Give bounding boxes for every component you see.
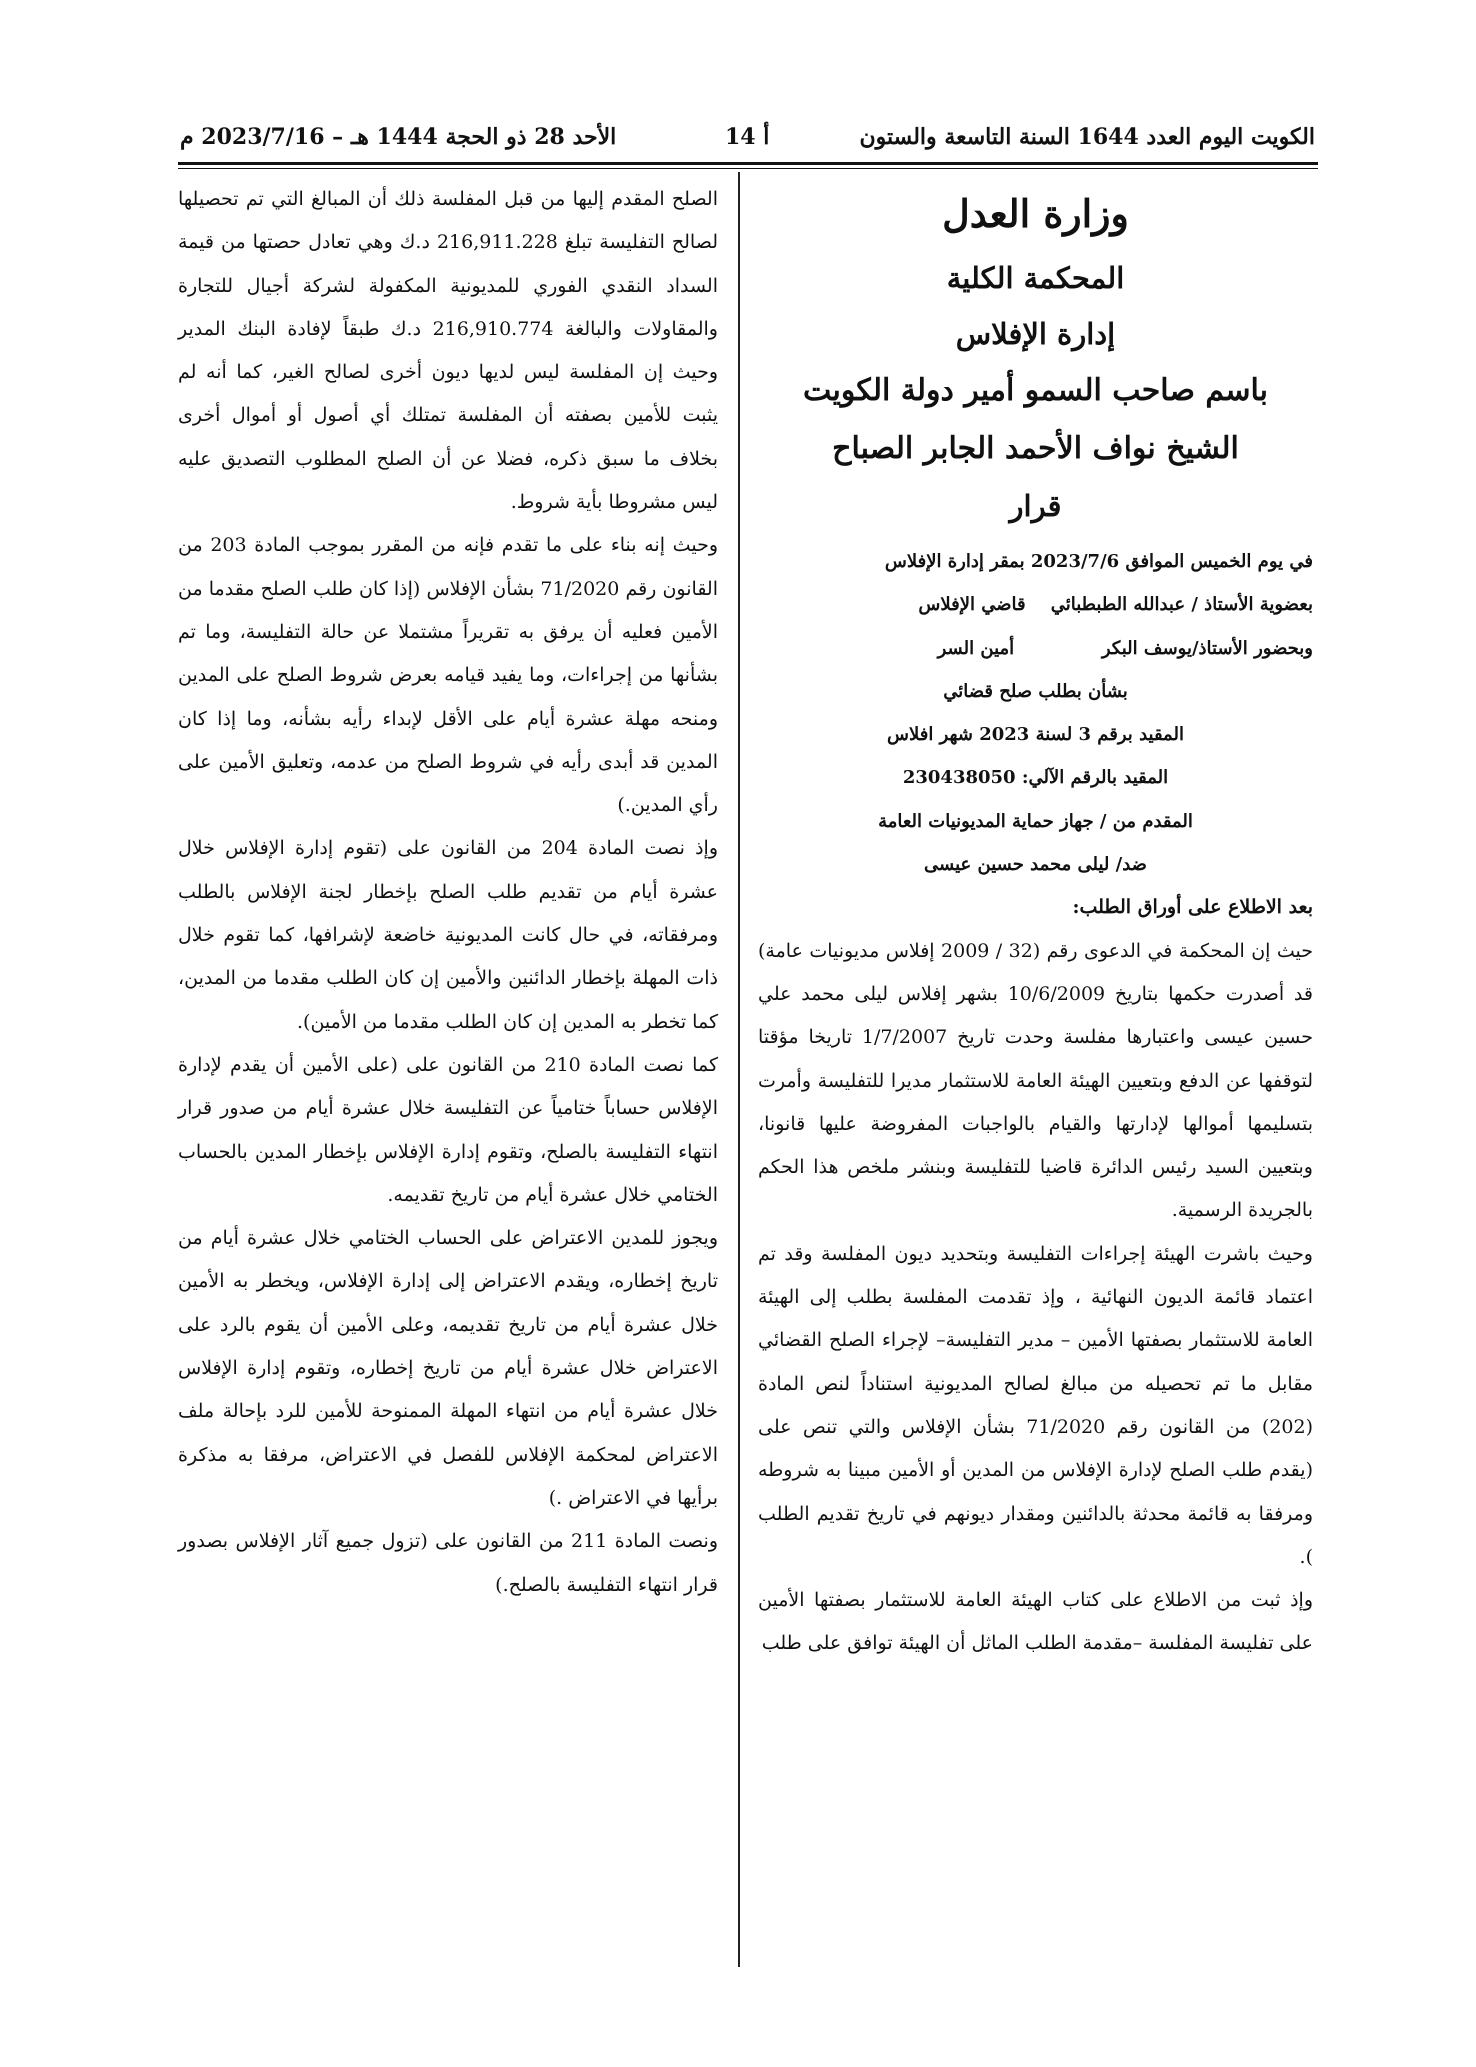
body-paragraph: ونصت المادة 211 من القانون على (تزول جميع آثار الإفلاس بصدور قرار انتهاء التفليسة بالصلح.) (178, 1530, 718, 1596)
decision-title: قرار (1009, 489, 1062, 523)
page-header (180, 118, 1315, 158)
department-title: إدارة الإفلاس (955, 317, 1116, 351)
page-number: أ 14 (725, 124, 770, 150)
emir-line-2: الشيخ نواف الأحمد الجابر الصباح (832, 431, 1239, 466)
body-paragraph: وإذ ثبت من الاطلاع على كتاب الهيئة العامة للاستثمار بصفتها الأمين على تفليسة المفلسة –مقدمة الطلب الماثل أن الهيئة توافق على طلب (758, 1589, 1313, 1655)
body-paragraph: وإذ نصت المادة 204 من القانون على (تقوم إدارة الإفلاس خلال عشرة أيام من تقديم طلب الصلح بإخطار لجنة الإفلاس بالطلب ومرفقاته، في حال كانت المديونية خاضعة لإشرافها، كما تقوم خلال ذات المهلة بإخطار الدائنين والأمين إن كان الطلب مقدما من المدين، كما تخطر به المدين إن كان الطلب مقدما من الأمين). (178, 837, 719, 1033)
body-paragraph: ويجوز للمدين الاعتراض على الحساب الختامي خلال عشرة أيام من تاريخ إخطاره، ويقدم الاعتراض إلى إدارة الإفلاس، ويخطر به الأمين خلال عشرة أيام من تاريخ تقديمه، وعلى الأمين أن يقوم بالرد على الاعتراض خلال عشرة أيام من تاريخ إخطاره، وتقوم إدارة الإفلاس خلال عشرة أيام من انتهاء المهلة الممنوحة للأمين للرد بإحالة ملف الاعتراض لمحكمة الإفلاس للفصل في الاعتراض، مرفقا به مذكرة برأيها في الاعتراض .) (178, 1227, 718, 1509)
decision-heading (758, 178, 1313, 534)
left-column (178, 178, 718, 1607)
meta-line: وبحضور الأستاذ/يوسف البكر أمين السر (937, 637, 1313, 659)
body-paragraph: وحيث إنه بناء على ما تقدم فإنه من المقرر بموجب المادة 203 من القانون رقم 71/2020 بشأن الإفلاس (إذا كان طلب الصلح مقدما من الأمين فعليه أن يرفق به تقريراً مشتملا عن حالة التفليسة، وما تم بشأنها من إجراءات، وما يفيد قيامه بعرض شروط الصلح على المدين ومنحه مهلة عشرة أيام على الأقل لإبداء رأيه بشأنه، وما إذا كان المدين قد أبدى رأيه في شروط الصلح من عدمه، وتعليق الأمين على رأي المدين.) (178, 534, 719, 817)
court-title: المحكمة الكلية (946, 261, 1125, 295)
body-paragraph: وحيث باشرت الهيئة إجراءات التفليسة وبتحديد ديون المفلسة وقد تم اعتماد قائمة الديون النهائية ، وإذ تقدمت المفلسة بطلب إلى الهيئة العامة للاستثمار بصفتها الأمين – مدير التفليسة– لإجراء الصلح القضائي مقابل ما تم تحصيله من مبالغ لصالح المديونية استناداً لنص المادة (202) من القانون رقم 71/2020 بشأن الإفلاس والتي تنص على (يقدم طلب الصلح لإدارة الإفلاس من المدين أو الأمين مبينا به شروطه ومرفقا به قائمة محدثة بالدائنين ومقدار ديونهم في تاريخ تقديم الطلب ). (758, 1242, 1314, 1568)
meta-line: ضد/ ليلى محمد حسين عيسى (924, 854, 1147, 876)
body-paragraph: الصلح المقدم إليها من قبل المفلسة ذلك أن المبالغ التي تم تحصيلها لصالح التفليسة تبلغ 216,911.228 د.ك وهي تعادل حصتها من قيمة السداد النقدي الفوري للمديونية المكفولة لشركة أجيال للتجارة والمقاولات والبالغة 216,910.774 د.ك طبقاً لإفادة البنك المدير وحيث إن المفلسة ليس لديها ديون أخرى لصالح الغير، كما أنه لم يثبت للأمين بصفته أن المفلسة تمتلك أي أصول أو أموال أخرى بخلاف ما سبق ذكره، فضلا عن أن الصلح المطلوب التصديق عليه ليس مشروطا بأية شروط. (178, 188, 718, 514)
meta-line: بشأن بطلب صلح قضائي (943, 680, 1128, 702)
column-divider (738, 172, 740, 1967)
after-review-line: بعد الاطلاع على أوراق الطلب: (1072, 896, 1313, 919)
body-paragraph: حيث إن المحكمة في الدعوى رقم (32 / 2009 إفلاس مديونيات عامة) قد أصدرت حكمها بتاريخ 10/6/2009 بشهر إفلاس ليلى محمد علي حسين عيسى واعتبارها مفلسة وحدت تاريخ 1/7/2007 تاريخا مؤقتا لتوقفها عن الدفع وبتعيين الهيئة العامة للاستثمار مديرا للتفليسة وأمرت بتسليمها أموالها لإدارتها والقيام بالواجبات المفروضة عليها قانونا، وبتعيين السيد رئيس الدائرة قاضيا للتفليسة وبنشر ملخص هذا الحكم بالجريدة الرسمية. (758, 939, 1313, 1222)
meta-line: المقيد برقم 3 لسنة 2023 شهر افلاس (887, 724, 1184, 746)
ministry-title: وزارة العدل (942, 191, 1129, 236)
right-column (758, 178, 1313, 1666)
meta-line: المقيد بالرقم الآلي: 230438050 (902, 767, 1169, 789)
meta-line: بعضوية الأستاذ / عبدالله الطبطبائي قاضي الإفلاس (918, 594, 1313, 616)
meta-line: المقدم من / جهاز حماية المديونيات العامة (878, 810, 1193, 832)
issue-date: الأحد 28 ذو الحجة 1444 هـ – 2023/7/16 م (180, 124, 617, 150)
header-rule-thin (178, 168, 1318, 169)
meta-line: في يوم الخميس الموافق 2023/7/6 بمقر إدارة الإفلاس (884, 551, 1313, 572)
body-paragraph: كما نصت المادة 210 من القانون على (على الأمين أن يقدم لإدارة الإفلاس حساباً ختامياً عن التفليسة خلال عشرة أيام من صدور قرار انتهاء التفليسة بالصلح، وتقوم إدارة الإفلاس بإخطار المدين بالحساب الختامي خلال عشرة أيام من تاريخ تقديمه. (178, 1053, 718, 1206)
header-rule (178, 162, 1318, 165)
emir-line-1: باسم صاحب السمو أمير دولة الكويت (803, 373, 1268, 408)
issue-info: الكويت اليوم العدد 1644 السنة التاسعة والستون (859, 124, 1315, 150)
decision-meta (758, 534, 1313, 886)
